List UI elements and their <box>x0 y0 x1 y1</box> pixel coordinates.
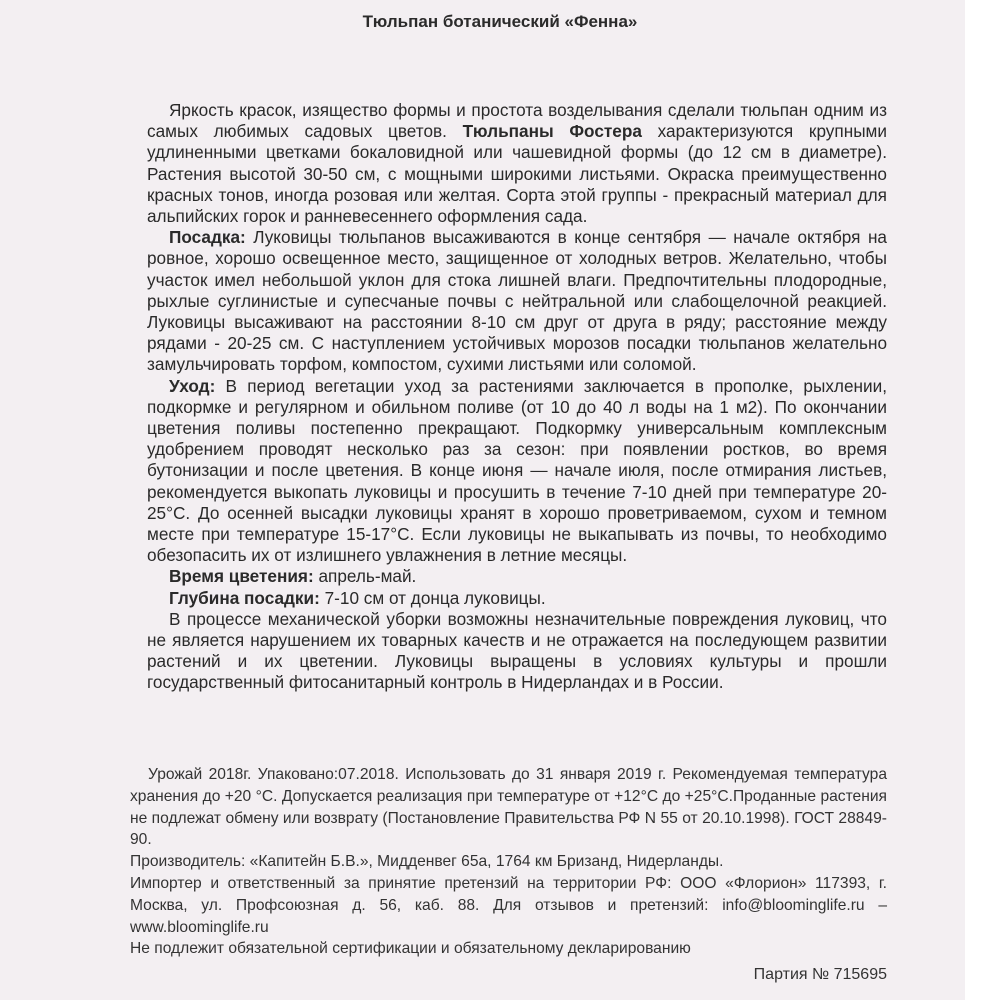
storage-info: Урожай 2018г. Упаковано:07.2018. Использовать до 31 января 2019 г. Рекомендуемая температура хранения до +20 °С. Допускается реализация при температуре от +12°С до +25°С.Проданные растения не подлежат обмену или возврату (Постановление Правительства РФ N 55 от 20.10.1998). ГОСТ 28849-90. <box>130 766 887 849</box>
manufacturer-info: Производитель: «Капитейн Б.В.», Мидденвег 65а, 1764 км Бризанд, Нидерланды. <box>130 853 724 871</box>
planting-paragraph: Посадка: Луковицы тюльпанов высаживаются в конце сентября — начале октября на ровное, хорошо освещенное место, защищенное от холодных ветров. Желательно, чтобы участок имел небольшой уклон для стока лишней влаги. Предпочтительны плодородные, рыхлые суглинистые и супесчаные почвы с нейтральной или слабощелочной реакцией. Луковицы высаживают на расстоянии 8-10 см друг от друга в ряду; расстояние между рядами - 20-25 см. С наступлением устойчивых морозов посадки тюльпанов желательно замульчировать торфом, компостом, сухими листьями или соломой. <box>147 227 887 375</box>
care-paragraph: Уход: В период вегетации уход за растениями заключается в прополке, рыхлении, подкормке и регулярном и обильном поливе (от 10 до 40 л воды на 1 м2). По окончании цветения поливы постепенно прекращают. Подкормку универсальным комплексным удобрением проводят несколько раз за сезон: при появлении ростков, во время бутонизации и после цветения. В конце июня — начале июля, после отмирания листьев, рекомендуется выкопать луковицы и просушить в течение 7-10 дней при температуре 20-25°С. До осенней высадки луковицы хранят в хорошо проветриваемом, сухом и темном месте при температуре 15-17°С. Если луковицы не выкапывать из почвы, то необходимо обезопасить их от излишнего увлажнения в летние месяцы. <box>147 375 887 566</box>
care-label: Уход: <box>169 375 216 396</box>
batch-number: Партия № 715695 <box>753 966 887 983</box>
depth-label: Глубина посадки: <box>169 587 320 608</box>
bloom-label: Время цветения: <box>169 566 314 587</box>
planting-label: Посадка: <box>169 227 246 248</box>
page-edge <box>965 0 1000 1000</box>
product-title: Тюльпан ботанический «Фенна» <box>362 12 638 31</box>
description-body <box>147 100 887 694</box>
disclaimer-paragraph: В процессе механической уборки возможны незначительные повреждения луковиц, что не является нарушением их товарных качеств и не отражается на последующем развитии растений и их цветении. Луковицы выращены в условиях культуры и прошли государственный фитосанитарный контроль в Нидерландах и в России. <box>147 608 887 693</box>
intro-paragraph: Яркость красок, изящество формы и простота возделывания сделали тюльпан одним из самых любимых садовых цветов. Тюльпаны Фостера характеризуются крупными удлиненными цветками бокаловидной или чашевидной формы (до 12 см в диаметре). Растения высотой 30-50 см, с мощными широкими листьями. Окраска преимущественно красных тонов, иногда розовая или желтая. Сорта этой группы - прекрасный материал для альпийских горок и ранневесеннего оформления сада. <box>147 100 887 227</box>
planting-depth: Глубина посадки: 7-10 см от донца луковицы. <box>169 587 546 608</box>
importer-info: Импортер и ответственный за принятие претензий на территории РФ: ООО «Флорион» 117393, г. Москва, ул. Профсоюзная д. 56, каб. 88. Для отзывов и претензий: info@bloominglife.ru – www.bloominglife.ru <box>130 874 887 936</box>
bloom-time: Время цветения: апрель-май. <box>169 566 417 587</box>
foster-tulips-term: Тюльпаны Фостера <box>462 121 642 142</box>
certification-info: Не подлежит обязательной сертификации и обязательному декларированию <box>130 940 691 958</box>
footer-info <box>130 764 887 960</box>
